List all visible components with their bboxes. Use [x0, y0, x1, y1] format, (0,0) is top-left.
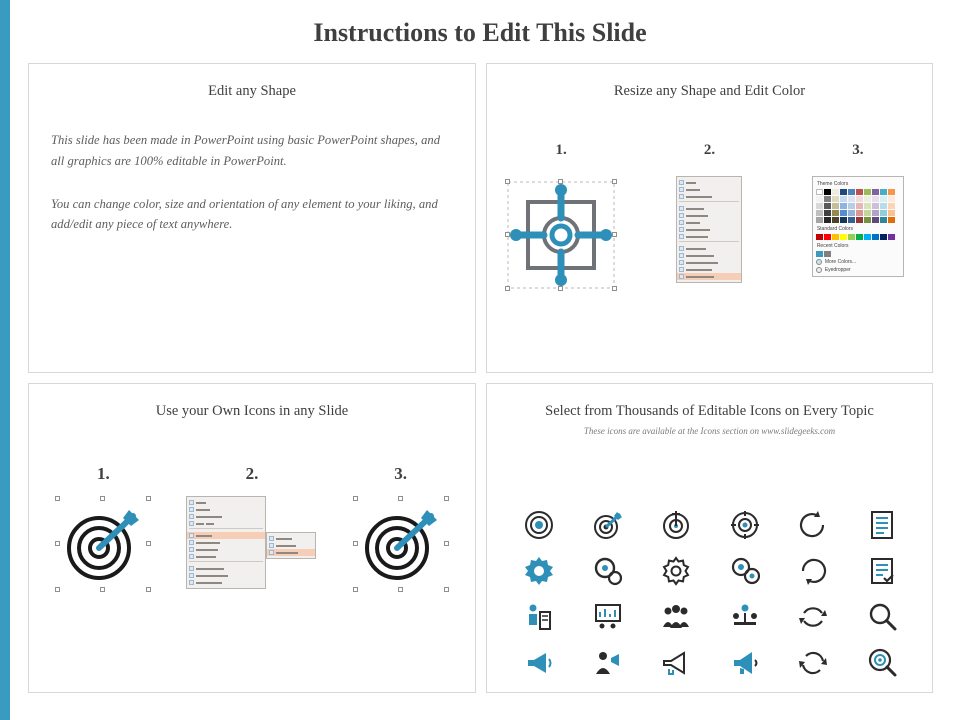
icon-target-dart[interactable] [574, 502, 643, 548]
icon-announcement[interactable] [711, 640, 780, 686]
icon-gear-double[interactable] [574, 548, 643, 594]
icon-cycle-arrows[interactable] [779, 594, 848, 640]
resize-step-3: 3. [852, 142, 864, 158]
context-menu[interactable] [676, 176, 742, 283]
icon-gear-cluster[interactable] [711, 548, 780, 594]
icon-target-crosshair[interactable] [711, 502, 780, 548]
edit-shape-paragraph-1: This slide has been made in PowerPoint using basic PowerPoint shapes, and all graphics are 100% editable in PowerPoint. [51, 133, 440, 168]
resize-step-images [487, 176, 932, 294]
icon-recycle-arrows[interactable] [779, 640, 848, 686]
panel-title-icon-library: Select from Thousands of Editable Icons on Every Topic [545, 403, 874, 419]
panel-title-edit-shape: Edit any Shape [208, 83, 296, 99]
icon-team-meeting[interactable] [711, 594, 780, 640]
icon-person-podium[interactable] [505, 594, 574, 640]
page-title: Instructions to Edit This Slide [313, 18, 647, 47]
icon-document-list[interactable] [848, 502, 917, 548]
icon-library-subtitle: These icons are available at the Icons section on www.slidegeeks.com [583, 426, 836, 436]
icon-person-speaking[interactable] [574, 640, 643, 686]
icon-gear-outline[interactable] [642, 548, 711, 594]
standard-colors-label: Standard Colors [816, 226, 853, 232]
icon-refresh-arrow[interactable] [779, 548, 848, 594]
own-icons-step-3: 3. [394, 464, 408, 483]
panel-title-own-icons: Use your Own Icons in any Slide [155, 403, 349, 419]
icon-bullhorn[interactable] [642, 640, 711, 686]
icon-clipboard-check[interactable] [848, 548, 917, 594]
color-picker-illustration [784, 176, 932, 277]
own-icons-step-1: 1. [96, 464, 110, 483]
group-submenu[interactable] [266, 532, 316, 559]
icon-library-grid [505, 502, 916, 686]
color-picker-panel[interactable] [812, 176, 904, 277]
target-dart-icon [55, 496, 151, 592]
more-colors-item[interactable] [816, 259, 900, 265]
panel-own-icons [28, 383, 476, 693]
shape-selection-illustration [487, 176, 635, 294]
edit-shape-paragraph-2: You can change color, size and orientation of any element to your liking, and add/edit any piece of text anywhere. [51, 196, 438, 232]
eyedropper-label: Eyedropper [824, 267, 851, 273]
group-context-menu[interactable] [186, 496, 266, 589]
target-regrouped-illustration [326, 496, 475, 592]
resize-step-numbers [487, 142, 932, 159]
more-colors-icon [816, 259, 822, 265]
own-icons-step-numbers [29, 464, 475, 484]
icon-gear-filled[interactable] [505, 548, 574, 594]
panel-grid [28, 63, 933, 693]
panel-title-resize-shape: Resize any Shape and Edit Color [613, 83, 806, 99]
icon-group-people[interactable] [642, 594, 711, 640]
own-icons-step-2: 2. [245, 464, 259, 483]
target-dart-grouped-icon [353, 496, 449, 592]
panel-edit-any-shape [28, 63, 476, 373]
context-menu-illustration [635, 176, 783, 283]
target-selected-illustration [29, 496, 178, 592]
editable-shape-icon [502, 176, 620, 294]
panel-icon-library [486, 383, 933, 693]
group-context-menu-illustration [178, 496, 327, 589]
theme-colors-label: Theme Colors [816, 181, 849, 187]
own-icons-step-images [29, 496, 475, 592]
icon-magnifier[interactable] [848, 594, 917, 640]
resize-step-2: 2. [703, 142, 716, 158]
recent-colors-label: Recent Colors [816, 243, 849, 249]
icon-target-arrow[interactable] [642, 502, 711, 548]
icon-target-circles[interactable] [505, 502, 574, 548]
eyedropper-icon [816, 267, 822, 273]
eyedropper-item[interactable] [816, 267, 900, 273]
icon-refresh-clockwise[interactable] [779, 502, 848, 548]
icon-target-search[interactable] [848, 640, 917, 686]
resize-step-1: 1. [555, 142, 567, 158]
icon-presentation-people[interactable] [574, 594, 643, 640]
icon-megaphone[interactable] [505, 640, 574, 686]
panel-resize-shape [486, 63, 933, 373]
accent-left-bar [0, 0, 10, 720]
more-colors-label: More Colors... [824, 259, 857, 265]
